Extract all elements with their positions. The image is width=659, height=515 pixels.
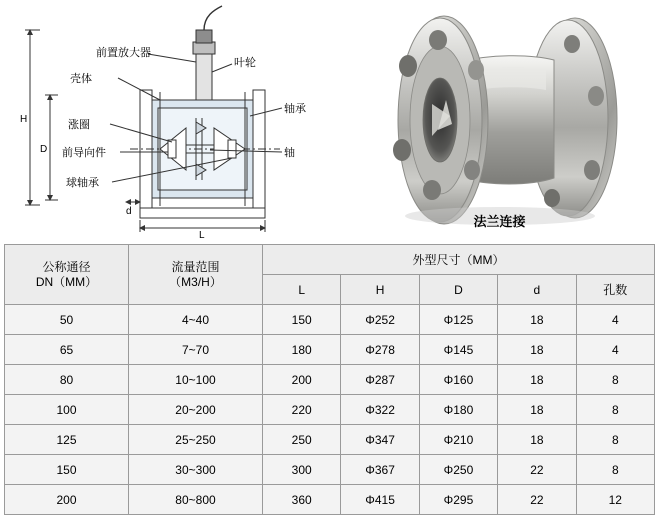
cell-holes: 8 <box>576 455 654 485</box>
cell-holes: 8 <box>576 425 654 455</box>
cell-dn: 125 <box>5 425 129 455</box>
cell-h: Φ415 <box>341 485 419 515</box>
cell-flow: 80~800 <box>129 485 263 515</box>
cell-d: Φ295 <box>419 485 497 515</box>
table-row <box>5 335 655 365</box>
cell-d-small: 18 <box>498 365 576 395</box>
label-preamp: 前置放大器 <box>96 47 151 59</box>
header-dn-line2: DN（MM） <box>35 274 98 289</box>
cell-d: Φ210 <box>419 425 497 455</box>
label-ring: 涨圈 <box>68 119 90 131</box>
cell-d-small: 18 <box>498 395 576 425</box>
cell-d: Φ125 <box>419 305 497 335</box>
cell-holes: 4 <box>576 305 654 335</box>
cell-l: 220 <box>263 395 341 425</box>
header-holes: 孔数 <box>576 275 654 305</box>
label-front-guide: 前导向件 <box>62 147 106 159</box>
table-row <box>5 305 655 335</box>
cell-flow: 4~40 <box>129 305 263 335</box>
label-shaft: 轴 <box>284 147 295 159</box>
table-body <box>5 305 655 515</box>
cell-holes: 12 <box>576 485 654 515</box>
cell-h: Φ367 <box>341 455 419 485</box>
header-d: D <box>419 275 497 305</box>
cell-l: 360 <box>263 485 341 515</box>
cell-l: 250 <box>263 425 341 455</box>
cell-h: Φ252 <box>341 305 419 335</box>
cell-holes: 4 <box>576 335 654 365</box>
table-header-row <box>5 245 655 275</box>
cell-flow: 10~100 <box>129 365 263 395</box>
specification-table-wrapper <box>4 244 655 515</box>
cross-section-drawing <box>0 0 340 238</box>
cell-d: Φ250 <box>419 455 497 485</box>
cell-h: Φ347 <box>341 425 419 455</box>
cell-d-small: 18 <box>498 335 576 365</box>
cell-d-small: 22 <box>498 455 576 485</box>
cell-h: Φ322 <box>341 395 419 425</box>
dimension-h: H <box>20 114 28 125</box>
cell-l: 300 <box>263 455 341 485</box>
product-photo <box>340 0 659 238</box>
header-flow-line1: 流量范围 <box>171 259 220 274</box>
table-row <box>5 455 655 485</box>
cell-l: 200 <box>263 365 341 395</box>
header-outline-dimensions: 外型尺寸（MM） <box>263 245 655 275</box>
cell-dn: 80 <box>5 365 129 395</box>
photo-caption: 法兰连接 <box>473 214 526 229</box>
cell-flow: 25~250 <box>129 425 263 455</box>
table-row <box>5 485 655 515</box>
header-dn-line1: 公称通径 <box>42 259 91 274</box>
cell-dn: 65 <box>5 335 129 365</box>
header-flow <box>129 245 263 305</box>
cell-h: Φ278 <box>341 335 419 365</box>
dimension-d: D <box>40 144 48 155</box>
cell-d: Φ145 <box>419 335 497 365</box>
header-l: L <box>263 275 341 305</box>
label-impeller: 叶轮 <box>234 57 256 69</box>
cell-d-small: 18 <box>498 305 576 335</box>
cell-flow: 20~200 <box>129 395 263 425</box>
label-bearing: 轴承 <box>284 103 306 115</box>
dimension-d-small: d <box>126 206 132 217</box>
cell-h: Φ287 <box>341 365 419 395</box>
cell-d: Φ160 <box>419 365 497 395</box>
header-d-small: d <box>498 275 576 305</box>
header-flow-line2: （M3/H） <box>169 274 222 289</box>
cell-d: Φ180 <box>419 395 497 425</box>
label-ball-bearing: 球轴承 <box>66 177 99 189</box>
cell-dn: 50 <box>5 305 129 335</box>
cell-d-small: 22 <box>498 485 576 515</box>
cell-l: 150 <box>263 305 341 335</box>
table-row <box>5 425 655 455</box>
specification-table <box>4 244 655 515</box>
top-illustration-area <box>0 0 659 238</box>
label-housing: 壳体 <box>70 73 92 85</box>
cell-l: 180 <box>263 335 341 365</box>
cell-dn: 100 <box>5 395 129 425</box>
table-row <box>5 365 655 395</box>
table-row <box>5 395 655 425</box>
cell-dn: 150 <box>5 455 129 485</box>
cell-flow: 7~70 <box>129 335 263 365</box>
cell-d-small: 18 <box>498 425 576 455</box>
header-dn <box>5 245 129 305</box>
cell-holes: 8 <box>576 365 654 395</box>
dimension-l: L <box>199 230 205 238</box>
header-h: H <box>341 275 419 305</box>
cell-holes: 8 <box>576 395 654 425</box>
cell-dn: 200 <box>5 485 129 515</box>
cell-flow: 30~300 <box>129 455 263 485</box>
